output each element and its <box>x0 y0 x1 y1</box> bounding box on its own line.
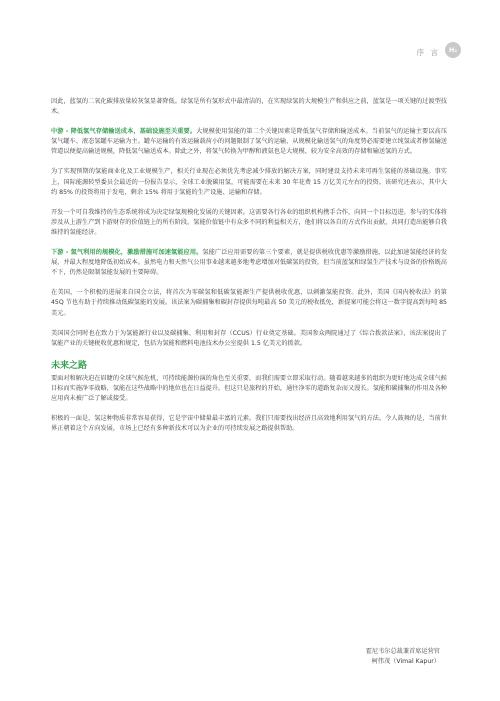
paragraph: 在美国，一个积极的进展来自国会立法，将首次为零碳氢和低碳氢能源生产提供税收优惠，以刺激氢能投资。此外，美国《国内税收法》的第 45Q 节也有助于持续推动低碳氢能的发展。该法案为碳捕集和碳封存提供每吨最高 50 美元的税收抵免，新提案可能会将这一数字提高到每吨 85 美元。 <box>51 289 447 317</box>
document-body <box>51 97 447 444</box>
section-label: 序 言 <box>416 48 440 57</box>
hydrogen-badge-icon: H₂ <box>445 42 461 58</box>
paragraph <box>51 248 447 278</box>
paragraph <box>51 127 447 157</box>
section-lead-midstream: 中游 - 降低氢气存储输送成本，基础设施至关重要。 <box>51 128 197 136</box>
paragraph-text: 氢能广泛应用需要的第三个要素，就是提供税收优惠等激励措施，以此加速氢能经济的发展，并最大程度地降低初始成本。虽然电力和天然气公用事业越来越多地考虑增加对低碳氢的投资，但当前蓝氢和绿氢生产技术与设备的价格既高不下，仍然是限制氢能发展的主要障碍。 <box>51 249 448 277</box>
paragraph: 美国国会同时也在致力于为氢能源行业以及碳捕集、利用和封存（CCUS）行业奠定基础。美国参众两院通过了《综合拨款法案》，该法案提出了氢能产业的关键税收优惠和规定，包括为氢能和燃料电池技术办公室提供 1.5 亿美元的拨款。 <box>51 329 447 347</box>
paragraph: 为了实现预期的氢能商业化及工业规模生产，相关行业现在必须优先考虑减少排放的解决方案，同时建设支持未来可再生氢能的基础设施。事实上，国际能源转型委员会最近的一份报告显示，全球工业脱碳用氢，可能需要在未来 30 年花费 15 万亿美元左右的投资。该研究还表示，其中大约 85% 的投资将用于发电，剩余 15% 将用于氢能的生产设施、运输和存储。 <box>51 168 447 196</box>
future-heading: 未来之路 <box>51 360 88 371</box>
paragraph: 因此，蓝氢的二氧化碳排放量较灰氢显著降低。绿氢是所有氢形式中最清洁的，在实现绿氢的大规模生产和供应之前，蓝氢是一项关键的过渡型技术。 <box>51 98 447 116</box>
paragraph: 积极的一面是，氢这种物质非常容易获得，它是宇宙中储量最丰富的元素。我们只需要找出经济且高效地利用氢气的方法。令人鼓舞的是，当前世界正朝着这个方向发展，市场上已经有多种新技术可以为企业的可持续发展之路提供帮助。 <box>51 415 447 433</box>
paragraph: 开发一个可自我维持的生态系统将成为决定绿氢规模化发展的关键因素。这需要各行各业的组织机构携手合作，向同一个目标迈进。参与的实体将涉及从上游生产到下游财存的价值链上的所有阶段。氢能价值链中有众多不同的利益相关方，他们将以各自的方式作出贡献，共同打造出能够自我维持的氢能经济。 <box>51 208 447 236</box>
section-lead-downstream: 下游 - 氢气利用的规模化，激励措施可加速氢能应用。 <box>51 249 203 257</box>
signature-title: 霍尼韦尔总裁兼首席运营官 <box>365 648 440 655</box>
signature-name: 柯伟茂（Vimal Kapur） <box>371 658 440 665</box>
paragraph: 要面对和解决迫在眉睫的全球气候危机，可持续能源扮演的角色至关重要，而我们需要立即采取行动。随着越来越多的组织为更好地达成全球气候目标而实施净零战略，氢能在这些战略中的地位也在日益提升。但这只是旅程的开始，通往净零的道路复杂而又漫长。氢能和碳捕集的作用及各种应用尚未被广泛了解或接受。 <box>51 374 447 402</box>
paragraph-text: 大规模使用氢能的第二个关键因素是降低氢气存储和输送成本。当前氢气的运输主要以高压氢气罐车、液态氢罐车运输为主。罐车运输的有效运输载荷小的问题限制了氢气的运输，从规模化输送氢气的角度势必需要建立纯氢或者掺氢输送管道以便提高输送规模，降低氢气输送成本。除此之外，将氢气转换为甲醇和液氨也是大规模、较为安全高效的存储和输送氢的方式。 <box>51 128 448 156</box>
signature-block <box>366 647 440 667</box>
